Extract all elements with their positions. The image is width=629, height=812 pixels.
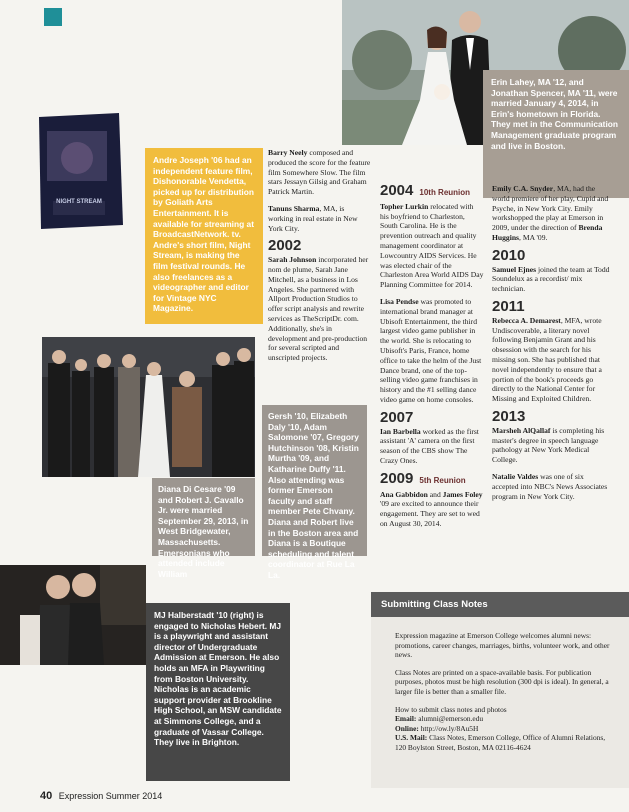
note-ana: Ana Gabbidon and James Foley '09 are excited to announce their engagement. They are set to wed on August 30, 2014. — [380, 489, 483, 528]
submit-how: How to submit class notes and photos — [395, 704, 507, 714]
andre-caption-text: Andre Joseph '06 had an independent feature film, Dishonorable Vendetta, picked up for distribution by Goliath Arts Entertainment. It is available for streaming at BroadcastNetwork. tv. Andre's short film, Night Stream, is making the film festival rounds. He also freelances as a videographer and editor for Vintage NYC Magazine. — [153, 155, 255, 314]
note-sarah: Sarah Johnson incorporated her nom de plume, Sarah Jane Mitchell, as a business in Los Angeles. She partnered with Allport Production Studios to offer script analysis and rewrite services as TheScriptDr. com. Additionally, she's in development and pre-production for several scripted and unscripted projects. — [268, 255, 369, 363]
gersh-caption — [262, 405, 367, 580]
page-number: 40 — [40, 790, 53, 802]
mj-caption-text: MJ Halberstadt '10 (right) is engaged to Nicholas Hebert. MJ is a playwright and assistant director of Undergraduate Admission at Emerson. He also holds an MFA in Playwriting from Boston University. Nicholas is an academic support provider at Brookline High School, an MSW candidate at Simmons College, and a graduate of Vassar College. They live in Brighton. — [154, 610, 282, 748]
note-emily: Emily C.A. Snyder, MA, had the world premiere of her play, Cupid and Psyche, in New York City. Emily workshopped the play at Emerson in 2009, under the direction of Brenda Huggins, MA '09. — [492, 184, 609, 242]
year-2007-heading: 2007 — [380, 408, 414, 426]
column-2 — [380, 178, 484, 536]
submit-online-line: Online: http://ow.ly/8Au5H — [395, 723, 479, 733]
group-photo — [42, 337, 255, 477]
note-natalie: Natalie Valdes was one of six accepted into NBC's News Associates program in New York City. — [492, 471, 608, 501]
submit-para-2: Class Notes are printed on a space-available basis. For publication purposes, photos must be high resolution (300 dpi is ideal). In general, a larger file is better than a smaller file. — [395, 667, 609, 696]
column-1 — [268, 148, 371, 370]
erin-caption-text: Erin Lahey, MA '12, and Jonathan Spencer, MA '11, were married January 4, 2014, in Erin's hometown in Florida. They met in the Communication Management graduate program and live in Boston. — [491, 77, 619, 151]
submit-email-line: Email: alumni@emerson.edu — [395, 714, 484, 724]
year-2010-heading: 2010 — [492, 246, 526, 264]
movie-poster — [35, 113, 123, 229]
submit-body — [371, 617, 629, 761]
submit-para-1: Expression magazine at Emerson College welcomes alumni news: promotions, career changes, marriages, births, volunteer work, and other news. — [395, 631, 610, 660]
submit-class-notes-box — [371, 592, 629, 788]
mj-caption — [146, 603, 290, 781]
publication-name: Expression Summer 2014 — [58, 791, 163, 801]
year-2013-heading: 2013 — [492, 407, 526, 425]
submit-mail-line: U.S. Mail: Class Notes, Emerson College, Office of Alumni Relations, 120 Boylston Street, Boston, MA 02116-4624 — [395, 733, 606, 752]
submit-header: Submitting Class Notes — [371, 592, 629, 617]
section-marker — [44, 8, 62, 26]
andre-caption — [145, 148, 263, 324]
year-2004-heading: 2004 10th Reunion — [380, 182, 471, 199]
note-samuel: Samuel Ejnes joined the team at Todd Soundelux as a recordist/ mix technician. — [492, 264, 610, 294]
poster-title: NIGHT STREAM — [56, 199, 102, 205]
note-barry: Barry Neely composed and produced the score for the feature film Somewhere Slow. The film stars Jessayn Gilsig and Graham Patrick Martin. — [268, 148, 371, 197]
note-lisa: Lisa Pendse was promoted to international brand manager at Ubisoft Entertainment, the third largest video game publisher in the world. She is relocating to Ubisoft's Paris, France, home office to take the helm of the Just Dance brand, one of the top-selling video game franchises in history and the #1 selling dance video game on home consoles. — [380, 296, 482, 404]
note-topher: Topher Lurkin relocated with his boyfriend to Charleston, South Carolina. He is the prevention outreach and quality management coordinator at Lowcountry AIDS Services. He was elected chair of the Charleston Area World AIDS Day Planning Committee for 2014. — [380, 201, 484, 290]
note-marsheh: Marsheh AlQallaf is completing his master's degree in speech language pathology at New York Medical College. — [492, 425, 605, 465]
column-3 — [492, 184, 612, 508]
gersh-caption-text: Gersh '10, Elizabeth Daly '10, Adam Salomone '07, Gregory Hutchinson '08, Kristin Murtha '09, and Katharine Duffy '11. Also attending was former Emerson faculty and staff member Pete Chvany. Diana and Robert live in the Boston area and Diana is a Boutique scheduling and talent coordinator at Rue La La. — [268, 411, 359, 580]
email-link[interactable]: alumni@emerson.edu — [418, 714, 484, 724]
note-tanuns: Tanuns Sharma, MA, is working in real estate in New York City. — [268, 203, 358, 233]
online-link[interactable]: http://ow.ly/8Au5H — [420, 723, 479, 733]
mj-photo — [0, 565, 146, 665]
diana-caption-text: Diana Di Cesare '09 and Robert J. Cavallo Jr. were married September 29, 2013, in West Bridgewater, Massachusetts. Emersonians who attended include William — [158, 484, 249, 579]
note-rebecca: Rebecca A. Demarest, MFA, wrote Undiscoverable, a literary novel following Benjamin Grant and his obsession with the search for his missing son. She has published that novel independently to ensure that a portion of the book's proceeds go directly to the National Center for Missing and Exploited Children. — [492, 315, 602, 404]
note-ian: Ian Barbella worked as the first assistant 'A' camera on the first season of the CBS show The Crazy Ones. — [380, 426, 479, 465]
page-footer — [40, 790, 162, 802]
year-2009-heading: 2009 5th Reunion — [380, 469, 466, 487]
diana-caption — [152, 478, 255, 579]
erin-caption — [483, 70, 629, 198]
year-2002-heading: 2002 — [268, 237, 302, 255]
year-2011-heading: 2011 — [492, 297, 525, 315]
